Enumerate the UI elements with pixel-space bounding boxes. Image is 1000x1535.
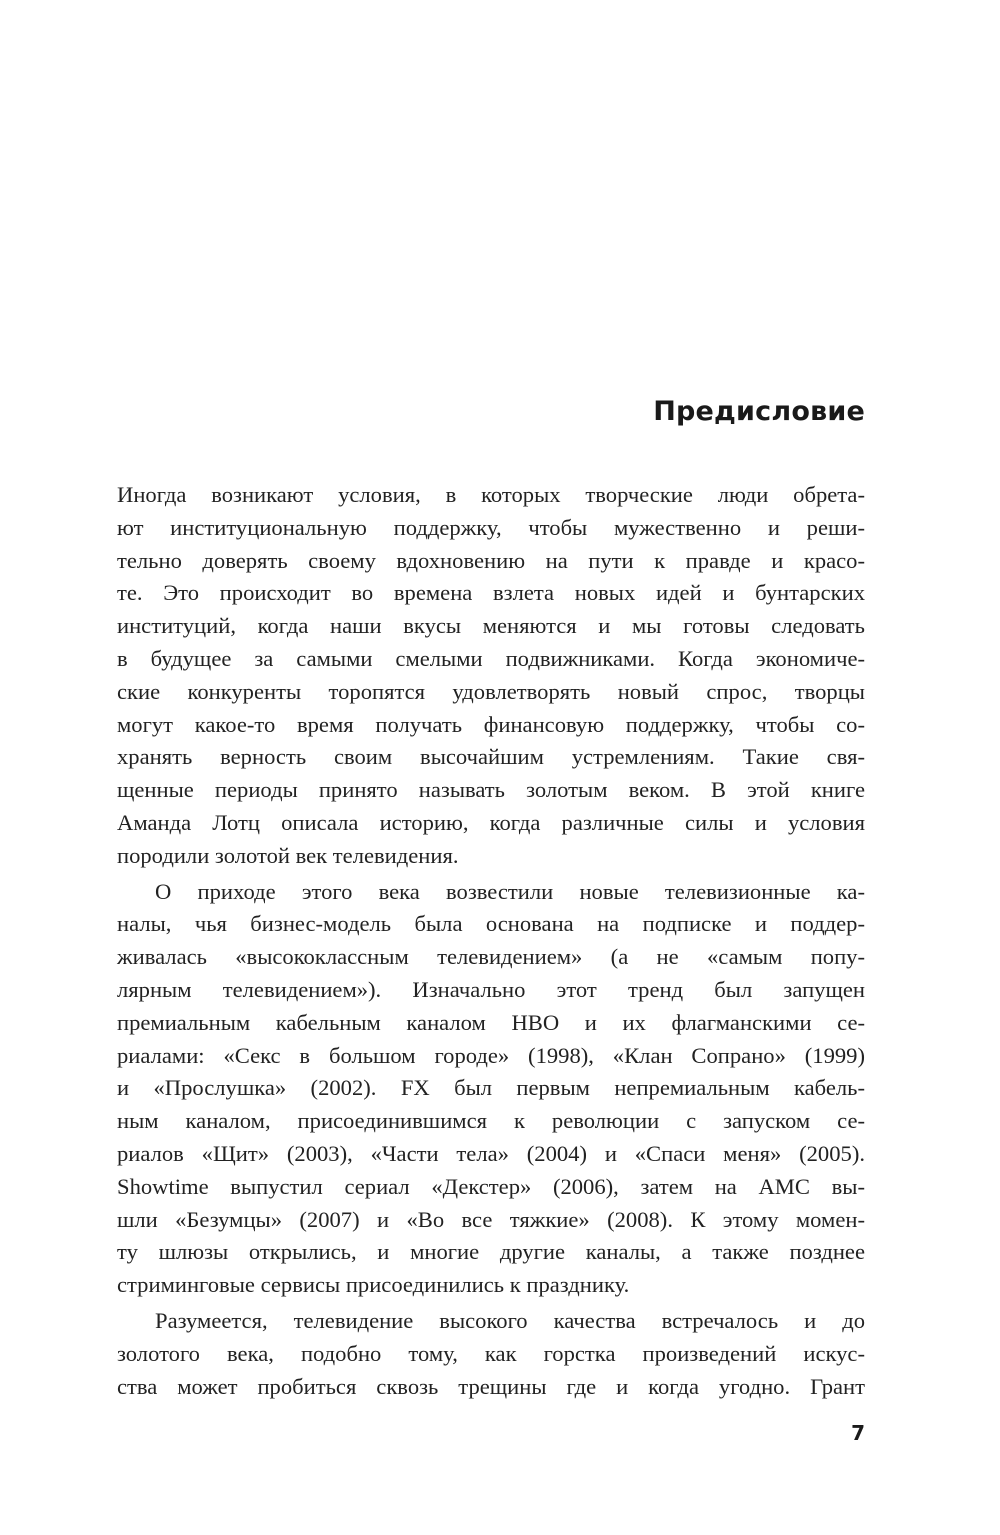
text-line: шли «Безумцы» (2007) и «Во все тяжкие» (2008). К этому момен-	[117, 1206, 865, 1232]
text-line: ным каналом, присоединившимся к революции с запуском се-	[117, 1108, 865, 1134]
text-line: и «Прослушка» (2002). FX был первым непремиальным кабель-	[117, 1075, 865, 1101]
paragraph	[117, 876, 865, 1302]
text-line: риалами: «Секс в большом городе» (1998), «Клан Сопрано» (1999)	[117, 1042, 865, 1068]
text-line: Разумеется, телевидение высокого качества встречалось и до	[155, 1307, 865, 1333]
text-line: золотого века, подобно тому, как горстка произведений искус-	[117, 1340, 865, 1366]
body-text	[117, 479, 865, 1403]
text-line: ства может пробиться сквозь трещины где и когда угодно. Грант	[117, 1373, 865, 1399]
text-line: могут какое-то время получать финансовую поддержку, чтобы со-	[117, 711, 865, 737]
text-line: риалов «Щит» (2003), «Части тела» (2004) и «Спаси меня» (2005).	[117, 1140, 865, 1166]
text-line: налы, чья бизнес-модель была основана на подписке и поддер-	[117, 911, 865, 937]
text-line: Showtime выпустил сериал «Декстер» (2006), затем на AMC вы-	[117, 1173, 865, 1199]
text-line: породили золотой век телевидения.	[117, 842, 459, 868]
text-line: стриминговые сервисы присоединились к празднику.	[117, 1272, 630, 1298]
text-line: О приходе этого века возвестили новые телевизионные ка-	[155, 878, 865, 904]
text-line: ют институциональную поддержку, чтобы мужественно и реши-	[117, 514, 865, 540]
paragraph	[117, 479, 865, 873]
page-number: 7	[851, 1421, 865, 1445]
text-line: тельно доверять своему вдохновению на пути к правде и красо-	[117, 547, 865, 573]
text-line: ские конкуренты торопятся удовлетворять новый спрос, творцы	[117, 678, 865, 704]
text-line: институций, когда наши вкусы меняются и мы готовы следовать	[117, 613, 865, 639]
text-line: премиальным кабельным каналом HBO и их флагманскими се-	[117, 1009, 865, 1035]
text-line: Аманда Лотц описала историю, когда различные силы и условия	[117, 809, 865, 835]
text-line: щенные периоды принято называть золотым веком. В этой книге	[117, 777, 865, 803]
paragraph	[117, 1305, 865, 1403]
text-line: хранять верность своим высочайшим устремлениям. Такие свя-	[117, 744, 865, 770]
text-line: те. Это происходит во времена взлета новых идей и бунтарских	[117, 580, 865, 606]
text-line: в будущее за самыми смелыми подвижниками. Когда экономиче-	[117, 645, 865, 671]
text-line: лярным телевидением»). Изначально этот тренд был запущен	[117, 976, 865, 1002]
text-line: ту шлюзы открылись, и многие другие каналы, а также позднее	[117, 1239, 865, 1265]
text-line: Иногда возникают условия, в которых творческие люди обрета-	[117, 482, 865, 507]
text-line: живалась «высококлассным телевидением» (а не «самым попу-	[117, 944, 865, 970]
chapter-title: Предисловие	[653, 396, 865, 427]
